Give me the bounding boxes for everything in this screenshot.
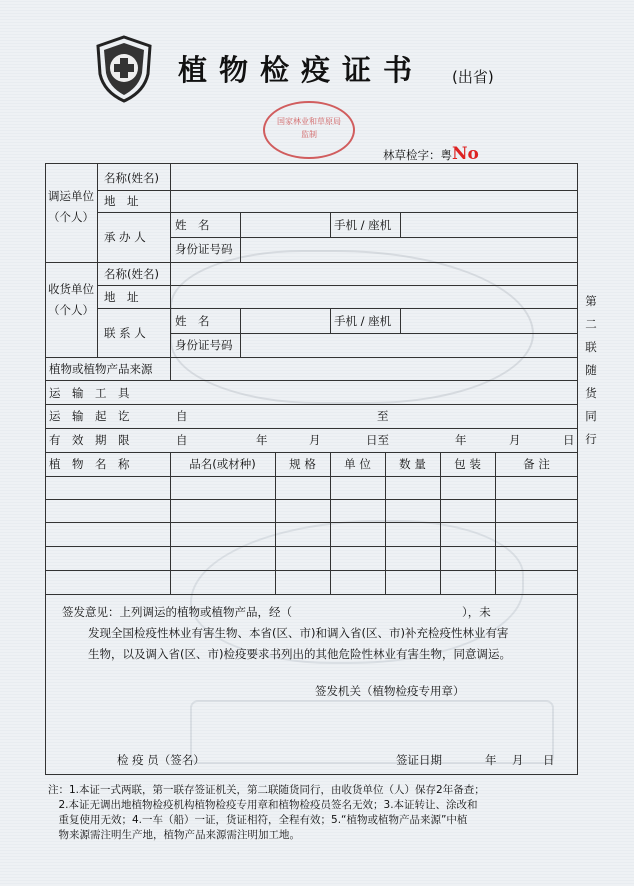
route-from: 自 <box>176 409 188 423</box>
serial-no: No <box>452 144 479 164</box>
validity-label: 有 效 期 限 <box>49 433 130 447</box>
shipper-phone-label: 手机 / 座机 <box>334 218 392 232</box>
serial-label: 林草检字：粤 <box>383 148 452 162</box>
route-label: 运 输 起 讫 <box>49 409 130 423</box>
side-char: 二 <box>585 317 597 331</box>
consignee-name-label: 名称(姓名) <box>104 267 159 281</box>
side-char: 同 <box>585 409 597 423</box>
route-to: 至 <box>377 409 389 423</box>
validity-month-2: 月 <box>509 433 521 447</box>
validity-day-2: 日 <box>563 433 575 447</box>
issue-date-label: 签证日期 <box>396 753 442 767</box>
note-line: 重复使用无效；4.一车（船）一证，货证相符，全程有效；5.“植物或植物产品来源”中植 <box>48 814 468 826</box>
col-header-spec: 规 格 <box>289 457 316 471</box>
side-char: 随 <box>585 363 597 377</box>
issue-date-month: 月 <box>512 753 524 767</box>
shield-cross-emblem <box>94 34 154 104</box>
shipper-person-name-label: 姓 名 <box>175 218 210 232</box>
consignee-phone-label: 手机 / 座机 <box>334 314 392 328</box>
issue-line-3: 生物，以及调入省(区、市)检疫要求书列出的其他危险性林业有害生物，同意调运。 <box>88 647 511 661</box>
issue-line-1b: ），未 <box>462 605 491 619</box>
transport-label: 运 输 工 具 <box>49 386 130 400</box>
side-char: 第 <box>585 294 597 308</box>
inspector-label: 检 疫 员（签名） <box>117 753 205 767</box>
col-header-remarks: 备 注 <box>523 457 550 471</box>
issuing-authority-label: 签发机关（植物检疫专用章） <box>315 684 465 698</box>
side-char: 联 <box>585 340 597 354</box>
validity-year: 年 <box>256 433 268 447</box>
shipper-group-label: 调运单位（个人） <box>48 189 94 224</box>
issue-line-2: 发现全国检疫性林业有害生物、本省(区、市)和调入省(区、市)补充检疫性林业有害 <box>88 626 509 640</box>
serial-number <box>383 144 479 164</box>
note-line: 2.本证无调出地植物检疫机构植物检疫专用章和植物检疫员签名无效；3.本证转让、涂改和 <box>48 799 478 811</box>
footnotes <box>48 783 588 843</box>
col-header-variety: 品名(或材种) <box>189 457 256 471</box>
col-header-unit: 单 位 <box>344 457 371 471</box>
consignee-contact-label: 联 系 人 <box>104 326 146 340</box>
stamp-subtext: 监制 <box>301 130 317 139</box>
issue-date-day: 日 <box>543 753 555 767</box>
note-line: 注：1.本证一式两联，第一联存签证机关，第二联随货同行，由收货单位（人）保存2年备查； <box>48 784 485 796</box>
source-label: 植物或植物产品来源 <box>49 362 153 376</box>
consignee-id-label: 身份证号码 <box>175 338 233 352</box>
copy-indicator <box>583 290 599 451</box>
side-char: 货 <box>585 386 597 400</box>
validity-from: 自 <box>176 433 188 447</box>
shipper-id-label: 身份证号码 <box>175 242 233 256</box>
issue-opinion <box>62 602 567 665</box>
consignee-person-name-label: 姓 名 <box>175 314 210 328</box>
stamp-text: 国家林业和草原局 <box>277 117 341 126</box>
issue-line-1a: 签发意见：上列调运的植物或植物产品，经（ <box>62 605 292 619</box>
note-line: 物来源需注明生产地，植物产品来源需注明加工地。 <box>48 829 300 841</box>
validity-year-2: 年 <box>455 433 467 447</box>
title-suffix: (出省) <box>452 68 494 86</box>
col-header-plant-name: 植 物 名 称 <box>49 457 130 471</box>
validity-day-to: 日至 <box>366 433 389 447</box>
validity-month: 月 <box>309 433 321 447</box>
issue-date-year: 年 <box>485 753 497 767</box>
shipper-name-label: 名称(姓名) <box>104 171 159 185</box>
side-char: 行 <box>585 432 597 446</box>
consignee-address-label: 地 址 <box>104 290 139 304</box>
consignee-group-label: 收货单位（个人） <box>48 282 94 317</box>
official-stamp <box>263 101 355 159</box>
certificate-title: 植物检疫证书 <box>178 53 425 87</box>
col-header-packaging: 包 装 <box>454 457 481 471</box>
shipper-handler-label: 承 办 人 <box>104 230 146 244</box>
shipper-address-label: 地 址 <box>104 194 139 208</box>
col-header-quantity: 数 量 <box>399 457 426 471</box>
